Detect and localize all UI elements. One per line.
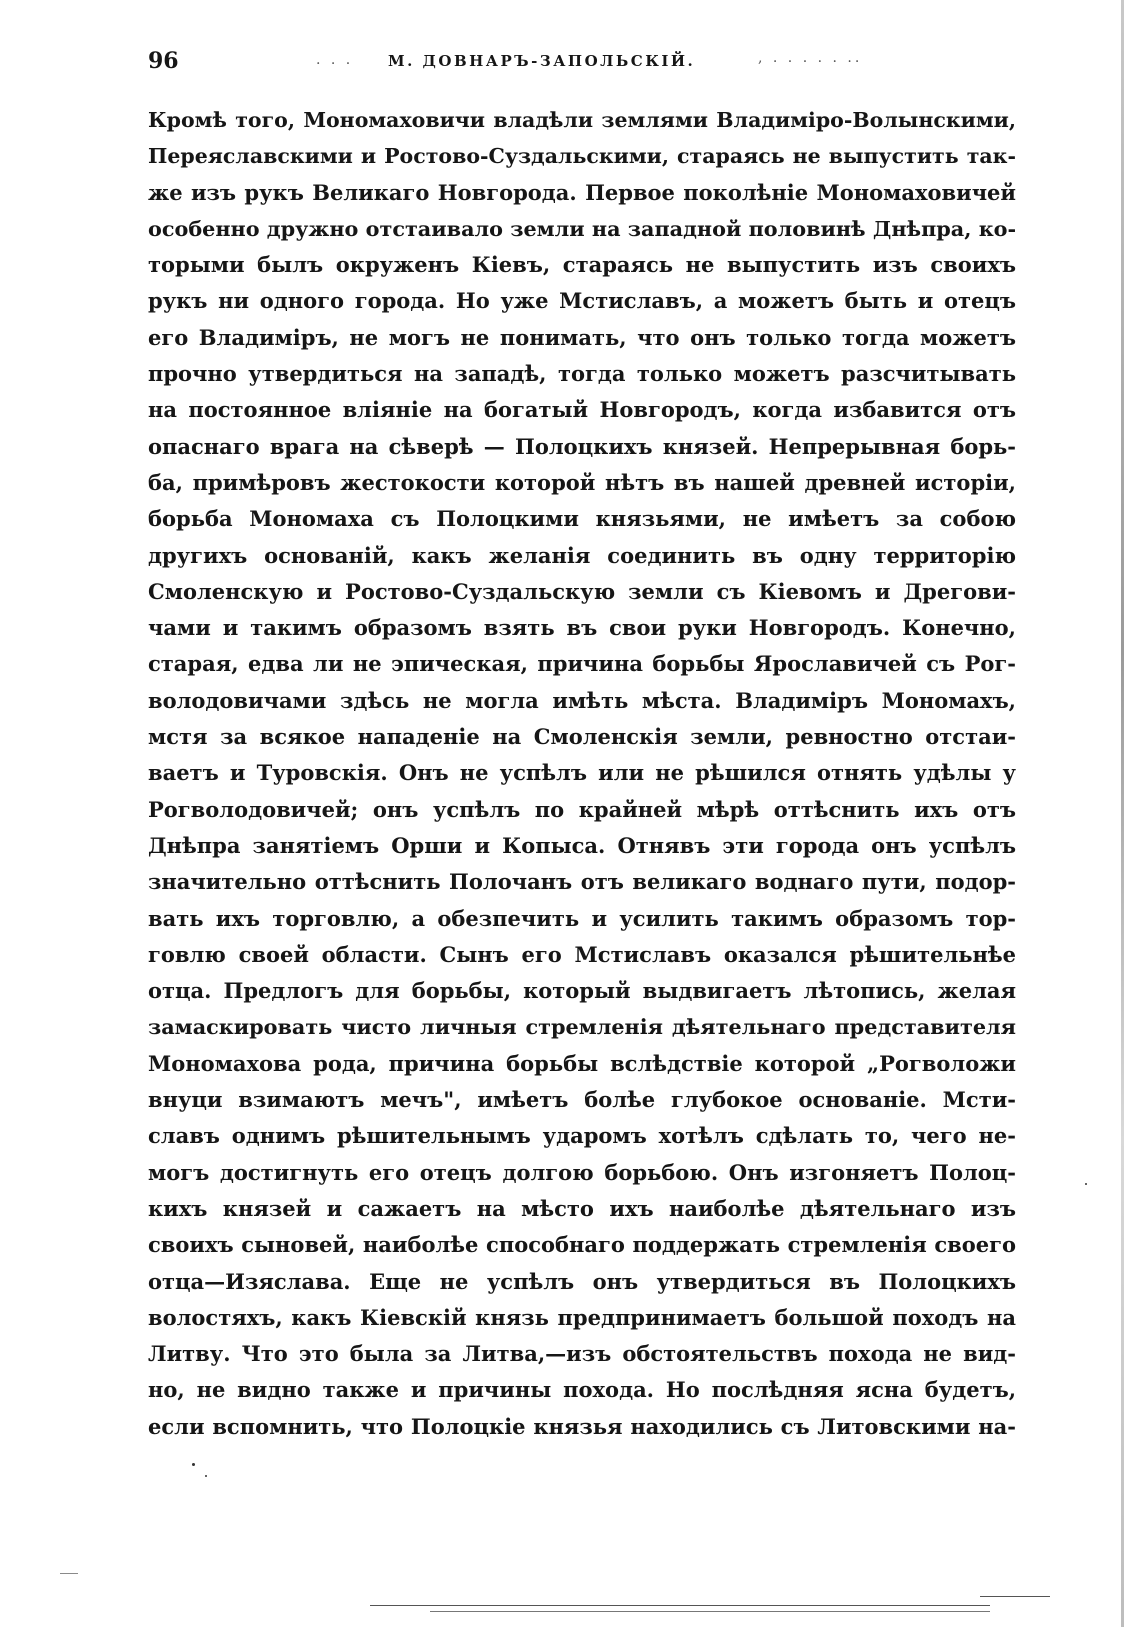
text-line: ваетъ и Туровскія. Онъ не успѣлъ или не рѣшился отнять удѣлы у: [148, 760, 1016, 786]
text-line: его Владиміръ, не могъ не понимать, что онъ только тогда можетъ: [148, 324, 1016, 350]
text-line: говлю своей области. Сынъ его Мстиславъ оказался рѣшительнѣе: [148, 941, 1016, 967]
text-line: славъ однимъ рѣшительнымъ ударомъ хотѣлъ сдѣлать то, чего не-: [148, 1123, 1016, 1149]
bottom-scan-line: [370, 1605, 990, 1606]
text-line: Смоленскую и Ростово-Суздальскую земли съ Кіевомъ и Дрегови-: [148, 578, 1016, 604]
text-line: на постоянное вліяніе на богатый Новгородъ, когда избавится отъ: [148, 397, 1016, 423]
text-line: вать ихъ торговлю, а обезпечить и усилить такимъ образомъ тор-: [148, 905, 1016, 931]
ink-speck: [192, 1463, 195, 1466]
header-dots-right: , . . . . . ..: [758, 50, 863, 66]
text-line: могъ достигнуть его отецъ долгою борьбою. Онъ изгоняетъ Полоц-: [148, 1159, 1016, 1185]
text-line: же изъ рукъ Великаго Новгорода. Первое поколѣніе Мономаховичей: [148, 179, 1016, 205]
text-line: Кромѣ того, Мономаховичи владѣли землями Владиміро-Волынскими,: [148, 108, 1016, 132]
text-line: опаснаго врага на сѣверѣ — Полоцкихъ князей. Непрерывная борь-: [148, 433, 1016, 459]
text-line: старая, едва ли не эпическая, причина борьбы Ярославичей съ Рог-: [148, 651, 1016, 677]
text-line: кихъ князей и сажаетъ на мѣсто ихъ наиболѣе дѣятельнаго изъ: [148, 1195, 1016, 1221]
bottom-scan-line: [430, 1611, 990, 1612]
text-line: володовичами здѣсь не могла имѣть мѣста. Владиміръ Мономахъ,: [148, 687, 1016, 713]
text-line: мстя за всякое нападеніе на Смоленскія земли, ревностно отстаи-: [148, 724, 1016, 750]
text-line: Литву. Что это была за Литва,—изъ обстоятельствъ похода не вид-: [148, 1341, 1016, 1367]
text-line: замаскировать чисто личныя стремленія дѣятельнаго представителя: [148, 1015, 1016, 1040]
text-line: волостяхъ, какъ Кіевскій князь предпринимаетъ большой походъ на: [148, 1304, 1016, 1330]
page-header: [148, 48, 1008, 78]
text-line: Мономахова рода, причина борьбы вслѣдствіе которой „Рогволожи: [148, 1050, 1016, 1076]
text-line: но, не видно также и причины похода. Но послѣдняя ясна будетъ,: [148, 1377, 1016, 1403]
text-line: отца. Предлогъ для борьбы, который выдвигаетъ лѣтопись, желая: [148, 978, 1016, 1004]
running-head: М. ДОВНАРЪ-ЗАПОЛЬСКІЙ.: [388, 52, 696, 70]
body-text: [148, 102, 1016, 1445]
margin-mark: [60, 1573, 78, 1574]
text-line: борьба Мономаха съ Полоцкими князьями, не имѣетъ за собою: [148, 506, 1016, 532]
text-line: отца—Изяслава. Еще не успѣлъ онъ утвердиться въ Полоцкихъ: [148, 1268, 1016, 1294]
text-line: Переяславскими и Ростово-Суздальскими, стараясь не выпустить так-: [148, 144, 1016, 169]
text-line: если вспомнить, что Полоцкіе князья находились съ Литовскими на-: [148, 1413, 1016, 1439]
page-edge-rule: [1121, 0, 1124, 1627]
ink-speck: [205, 1475, 207, 1477]
text-line: прочно утвердиться на западѣ, тогда только можетъ разсчитывать: [148, 361, 1016, 387]
text-line: особенно дружно отстаивало земли на западной половинѣ Днѣпра, ко-: [148, 216, 1017, 241]
text-line: ба, примѣровъ жестокости которой нѣтъ въ нашей древней исторіи,: [148, 469, 1016, 495]
bottom-scan-line: [980, 1596, 1050, 1597]
text-line: рукъ ни одного города. Но уже Мстиславъ, а можетъ быть и отецъ: [148, 288, 1016, 314]
text-line: внуци взимаютъ мечъ", имѣетъ болѣе глубокое основаніе. Мсти-: [148, 1087, 1016, 1113]
text-line: Рогволодовичей; онъ успѣлъ по крайней мѣрѣ оттѣснить ихъ отъ: [148, 796, 1016, 822]
text-line: чами и такимъ образомъ взять въ свои руки Новгородъ. Конечно,: [148, 615, 1016, 641]
text-line: значительно оттѣснить Полочанъ отъ великаго воднаго пути, подор-: [148, 869, 1016, 895]
ink-speck: [1085, 1183, 1087, 1185]
text-line: Днѣпра занятіемъ Орши и Копыса. Отнявъ эти города онъ успѣлъ: [148, 832, 1016, 858]
text-line: торыми былъ окруженъ Кіевъ, стараясь не выпустить изъ своихъ: [148, 252, 1016, 278]
page-number: 96: [148, 48, 179, 74]
text-line: другихъ основаній, какъ желанія соединить въ одну территорію: [148, 542, 1016, 568]
header-dots-left: . . .: [316, 52, 354, 68]
text-line: своихъ сыновей, наиболѣе способнаго поддержать стремленія своего: [148, 1232, 1016, 1258]
